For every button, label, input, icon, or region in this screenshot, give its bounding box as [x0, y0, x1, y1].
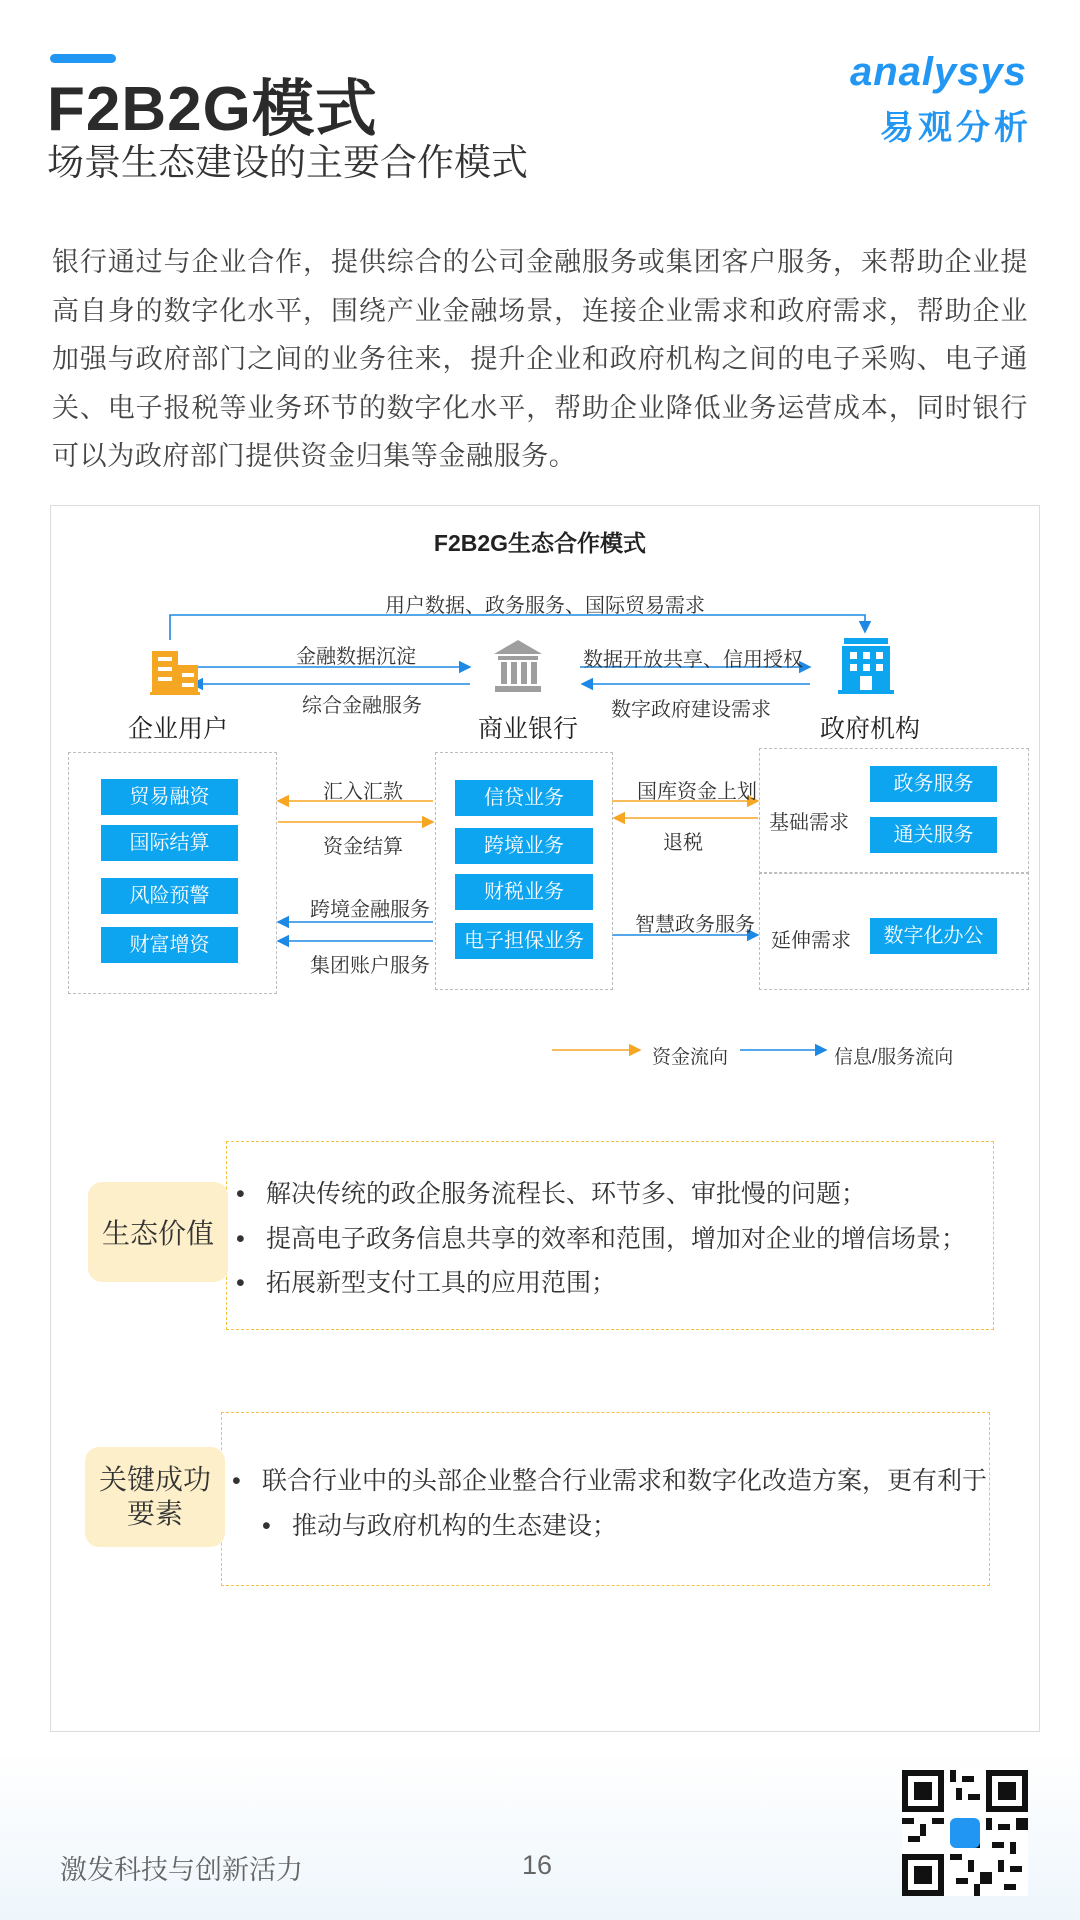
success-tag — [85, 1447, 225, 1547]
success-tag-line2: 要素 — [126, 1498, 183, 1529]
enterprise-building-icon — [150, 643, 200, 695]
label-smart-gov: 智慧政务服务 — [635, 914, 755, 936]
bank-icon — [492, 638, 544, 694]
label-remit: 汇入汇款 — [323, 781, 403, 803]
value-tag — [88, 1182, 228, 1282]
value-bullet-2: • 提高电子政务信息共享的效率和范围，增加对企业的增信场景； — [236, 1217, 966, 1261]
bank-e-guarantee-business: 电子担保业务 — [455, 923, 593, 959]
label-cross-border-service: 跨境金融服务 — [310, 899, 430, 921]
legend-fund-label: 资金流向 — [652, 1047, 729, 1068]
top-flow-arrow — [170, 615, 865, 640]
bank-credit-business: 信贷业务 — [455, 780, 593, 816]
entity-government: 政府机构 — [820, 715, 921, 743]
brand-logo-en: analysys — [850, 50, 1028, 94]
label-extended-demand: 延伸需求 — [771, 930, 851, 952]
label-group-account-service: 集团账户服务 — [310, 955, 430, 977]
label-integrated-finance: 综合金融服务 — [302, 695, 422, 717]
label-basic-demand: 基础需求 — [769, 812, 849, 834]
legend-info-label: 信息/服务流向 — [834, 1047, 954, 1068]
gov-service-customs: 通关服务 — [870, 817, 997, 853]
success-tag-line1: 关键成功 — [98, 1464, 211, 1495]
qr-code-icon[interactable] — [902, 1770, 1028, 1896]
entity-bank: 商业银行 — [478, 715, 579, 743]
page-subtitle: 场景生态建设的主要合作模式 — [47, 142, 528, 183]
success-bullet-line2: • 推动与政府机构的生态建设； — [262, 1504, 617, 1548]
label-digital-gov-demand: 数字政府建设需求 — [611, 699, 771, 721]
page-number: 16 — [522, 1850, 553, 1880]
diagram-title: F2B2G生态合作模式 — [433, 530, 647, 556]
service-intl-settlement: 国际结算 — [101, 825, 238, 861]
success-bullet-line1: • 联合行业中的头部企业整合行业需求和数字化改造方案，更有利于 — [232, 1459, 987, 1503]
bank-cross-border-business: 跨境业务 — [455, 828, 593, 864]
service-risk-warning: 风险预警 — [101, 878, 238, 914]
label-refund: 退税 — [663, 832, 703, 854]
brand-logo-cn: 易观分析 — [880, 109, 1032, 147]
intro-paragraph: 银行通过与企业合作，提供综合的公司金融服务或集团客户服务，来帮助企业提高自身的数字化水平，围绕产业金融场景，连接企业需求和政府需求，帮助企业加强与政府部门之间的业务往来，提升企业和政府机构之间的电子采购、电子通关、电子报税等业务环节的数字化水平，帮助企业降低业务运营成本，同时银行可以为政府部门提供资金归集等金融服务。 — [52, 247, 1028, 471]
service-wealth-growth: 财富增资 — [101, 927, 238, 963]
gov-service-digital-office: 数字化办公 — [870, 918, 997, 954]
value-bullet-1: • 解决传统的政企服务流程长、环节多、审批慢的问题； — [236, 1172, 866, 1216]
value-tag-text: 生态价值 — [101, 1218, 214, 1249]
page-title: F2B2G模式 — [47, 75, 378, 144]
entity-enterprise: 企业用户 — [128, 715, 229, 743]
service-trade-finance: 贸易融资 — [101, 779, 238, 815]
footer-slogan: 激发科技与创新活力 — [60, 1855, 303, 1885]
bank-tax-business: 财税业务 — [455, 874, 593, 910]
label-treasury: 国库资金上划 — [637, 781, 757, 803]
gov-service-gov-affairs: 政务服务 — [870, 766, 997, 802]
label-data-open-share: 数据开放共享、信用授权 — [583, 649, 803, 671]
label-settle: 资金结算 — [323, 836, 403, 858]
top-flow-label: 用户数据、政务服务、国际贸易需求 — [385, 595, 705, 617]
value-bullet-3: • 拓展新型支付工具的应用范围； — [236, 1261, 616, 1305]
government-building-icon — [838, 638, 894, 696]
label-financial-data: 金融数据沉淀 — [296, 646, 416, 668]
